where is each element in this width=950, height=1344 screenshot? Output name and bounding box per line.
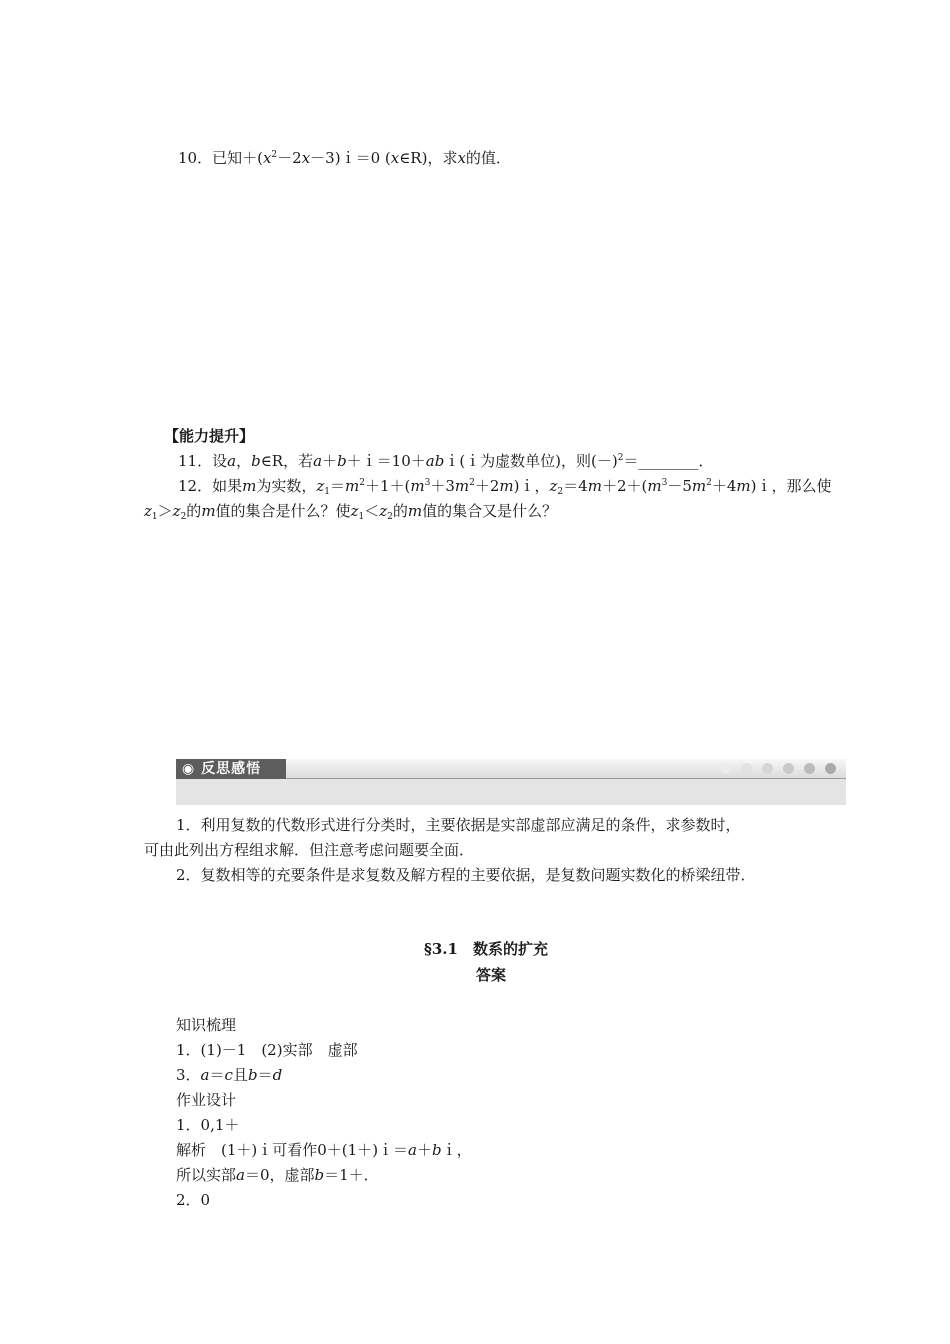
answer-item-2: 2．0	[176, 1191, 211, 1209]
answer-line-1: 1．(1)－1 (2)实部 虚部	[176, 1041, 358, 1059]
banner-dot-icon	[762, 763, 773, 774]
banner-dot-icon	[825, 763, 836, 774]
answer-heading: 答案	[476, 966, 507, 984]
knowledge-review-heading: 知识梳理	[176, 1016, 237, 1034]
reflection-point-1-continued: 可由此列出方程组求解．但注意考虑问题要全面．	[144, 841, 475, 859]
banner-dot-icon	[720, 763, 731, 774]
answer-explanation: 解析 (1＋)ｉ可看作0＋(1＋)ｉ＝a＋bｉ，	[176, 1141, 472, 1159]
banner-dot-icon	[783, 763, 794, 774]
banner-title: 反思感悟	[201, 761, 262, 777]
answer-section-title: §3.1 数系的扩充	[424, 940, 548, 958]
banner-tag	[176, 759, 286, 779]
answer-line-3: 3．a＝c且b＝d	[176, 1066, 283, 1084]
homework-design-heading: 作业设计	[176, 1091, 237, 1109]
reflection-point-1: 1．利用复数的代数形式进行分类时，主要依据是实部虚部应满足的条件，求参数时，	[176, 816, 741, 834]
banner-dots	[710, 763, 836, 775]
reflection-point-2: 2．复数相等的充要条件是求复数及解方程的主要依据，是复数问题实数化的桥梁纽带．	[176, 866, 756, 884]
answer-conclusion: 所以实部a＝0，虚部b＝1＋．	[176, 1166, 379, 1184]
target-icon: ◉	[182, 761, 196, 777]
banner-dot-icon	[804, 763, 815, 774]
question-12: 12．如果m为实数，$z_1=m^2+1+(m^3+3m^2+2m)i$，$z_2=4m+2+(m^3-5m^2+4m)i$，那么使	[178, 477, 832, 497]
question-12-continued: $z_1>z_2$的m值的集合是什么？使$z_1<z_2$的m值的集合又是什么？	[144, 502, 558, 522]
answer-item-1: 1．0,1＋	[176, 1116, 240, 1134]
question-10: 10．已知$+(x^2-2x-3)i=0$ (x∈R)，求x的值．	[178, 149, 511, 167]
section-heading-ability: 【能力提升】	[164, 427, 255, 445]
reflection-banner	[176, 759, 846, 805]
question-11: 11．设a，b∈R，若a＋b＋ｉ＝10＋abｉ(ｉ为虚数单位)，则$(-)^2=\_\_\_\_\_\_\_\_$．	[178, 452, 714, 470]
banner-dot-icon	[741, 763, 752, 774]
